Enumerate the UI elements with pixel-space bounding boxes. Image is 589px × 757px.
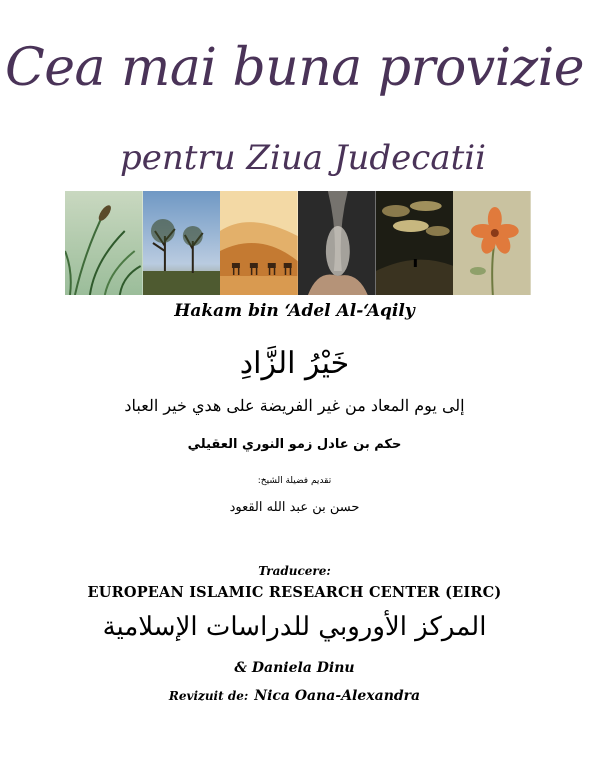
hand-sand-photo <box>298 191 376 295</box>
orange-flower-photo <box>453 191 531 295</box>
translator-org: EUROPEAN ISLAMIC RESEARCH CENTER (EIRC) <box>87 584 502 601</box>
photo-strip <box>65 191 531 295</box>
grass-photo <box>65 191 143 295</box>
revised-by <box>0 685 589 704</box>
arabic-intro-label: تقديم فضيلة الشيخ: <box>257 476 332 486</box>
book-title: Cea mai buna provizie <box>4 38 585 98</box>
author-name: Hakam bin ‘Adel Al-‘Aqily <box>174 301 415 321</box>
clouds-desert-photo <box>376 191 454 295</box>
book-subtitle: pentru Ziua Judecatii <box>120 138 487 178</box>
revised-label: Revizuit de: <box>168 689 249 703</box>
reviser-name: Nica Oana-Alexandra <box>254 688 421 704</box>
arabic-author: حكم بن عادل زمو النوري العقيلي <box>187 437 402 452</box>
desert-camels-photo <box>220 191 298 295</box>
translator-org-arabic: المركز الأوروبي للدراسات الإسلامية <box>102 612 487 642</box>
translation-label: Traducere: <box>258 564 331 578</box>
co-translator: & Daniela Dinu <box>234 660 355 676</box>
arabic-subtitle: إلى يوم المعاد من غير الفريضة على هدي خير العباد <box>124 396 465 415</box>
arabic-title: خَيْرُ الزَّادِ <box>239 346 350 381</box>
trees-sky-photo <box>143 191 221 295</box>
arabic-intro-name: حسن بن عبد الله القعود <box>229 500 360 515</box>
